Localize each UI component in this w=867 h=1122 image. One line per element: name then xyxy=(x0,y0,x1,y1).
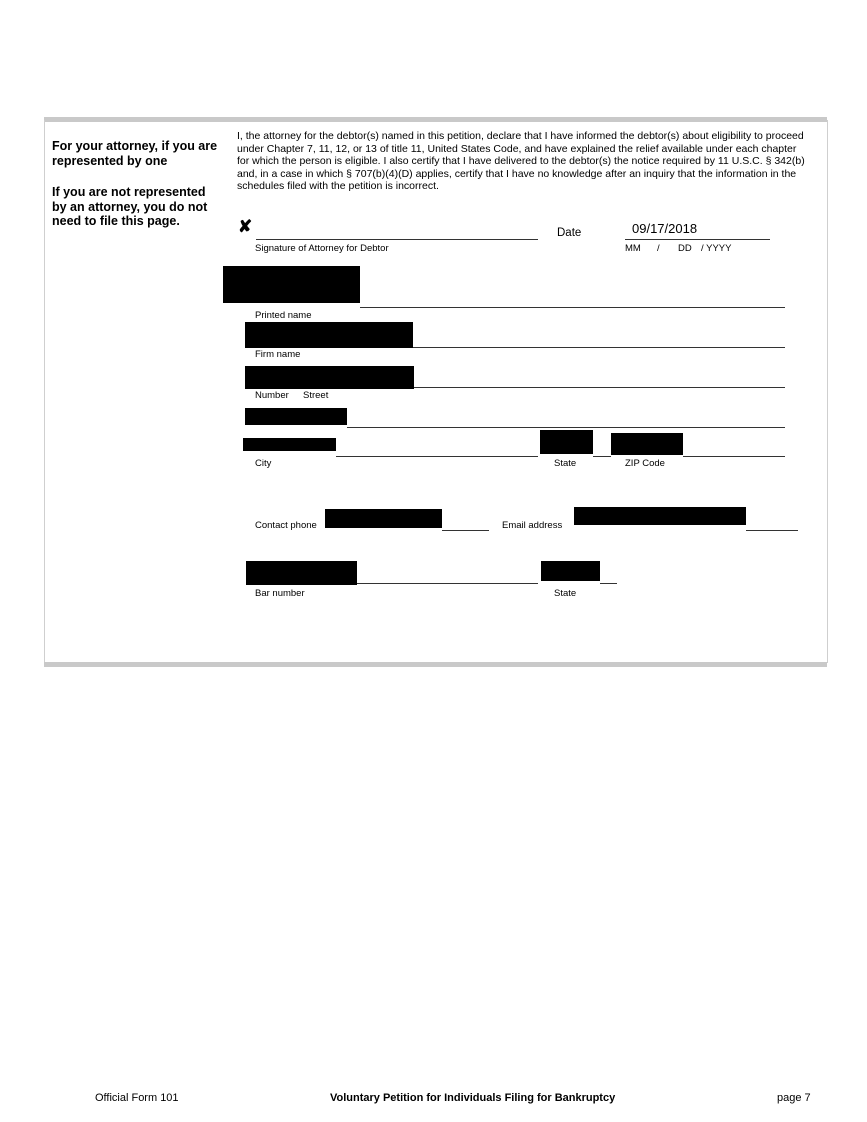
date-label: Date xyxy=(557,227,582,239)
street-label: Street xyxy=(303,390,329,401)
firm-name-redaction xyxy=(245,322,413,348)
printed-name-redaction xyxy=(223,266,360,303)
state-line[interactable] xyxy=(593,456,611,457)
no-attorney-note: If you are not represented by an attorney, you do not need to file this page. xyxy=(52,185,208,228)
date-value[interactable]: 09/17/2018 xyxy=(632,221,698,236)
contact-phone-line[interactable] xyxy=(442,530,489,531)
number-label: Number xyxy=(255,390,289,401)
address-line2[interactable] xyxy=(347,427,785,428)
state-redaction xyxy=(540,430,593,454)
date-format-mm: MM xyxy=(625,243,641,254)
contact-phone-redaction xyxy=(325,509,442,528)
zip-label: ZIP Code xyxy=(625,458,665,469)
bar-number-line[interactable] xyxy=(357,583,538,584)
date-line xyxy=(625,239,770,240)
attorney-heading: For your attorney, if you are represented by one xyxy=(52,139,218,168)
street-redaction xyxy=(245,366,414,389)
bar-number-redaction xyxy=(246,561,357,585)
zip-line[interactable] xyxy=(683,456,785,457)
bar-state-label: State xyxy=(554,588,577,599)
footer-form-number: Official Form 101 xyxy=(95,1092,179,1104)
footer-form-title: Voluntary Petition for Individuals Filing for Bankruptcy xyxy=(330,1092,616,1104)
printed-name-label: Printed name xyxy=(255,310,312,321)
bar-state-line[interactable] xyxy=(600,583,617,584)
email-line[interactable] xyxy=(746,530,798,531)
signature-x-icon: ✘ xyxy=(238,217,253,236)
state-label: State xyxy=(554,458,577,469)
email-label: Email address xyxy=(502,520,563,531)
email-redaction xyxy=(574,507,746,525)
city-label: City xyxy=(255,458,272,469)
footer-page-number: page 7 xyxy=(777,1092,811,1104)
signature-label: Signature of Attorney for Debtor xyxy=(255,243,389,254)
signature-line[interactable] xyxy=(256,239,538,240)
address-line2-redaction xyxy=(245,408,347,425)
firm-name-line[interactable] xyxy=(413,347,785,348)
printed-name-line[interactable] xyxy=(360,307,785,308)
zip-redaction xyxy=(611,433,683,455)
bottom-border-bar xyxy=(44,662,827,667)
date-format-yyyy: / YYYY xyxy=(701,243,732,254)
bar-number-label: Bar number xyxy=(255,588,305,599)
city-redaction xyxy=(243,438,336,451)
attorney-declaration: I, the attorney for the debtor(s) named in this petition, declare that I have informed the debtor(s) about eligibility to proceed under Chapter 7, 11, 12, or 13 of title 11, United States Code, and have explained the relief available under each chapter for which the person is eligible. I also certify that I have delivered to the debtor(s) the notice required by 11 U.S.C. § 342(b) and, in a case in which § 707(b)(4)(D) applies, certify that I have no knowledge after an inquiry that the information in the schedules filed with the petition is incorrect. xyxy=(237,130,805,193)
contact-phone-label: Contact phone xyxy=(255,520,317,531)
bar-state-redaction xyxy=(541,561,600,581)
date-format-dd: DD xyxy=(678,243,692,254)
date-format-sep: / xyxy=(657,243,660,254)
firm-name-label: Firm name xyxy=(255,349,301,360)
street-line[interactable] xyxy=(414,387,785,388)
city-line[interactable] xyxy=(336,456,538,457)
